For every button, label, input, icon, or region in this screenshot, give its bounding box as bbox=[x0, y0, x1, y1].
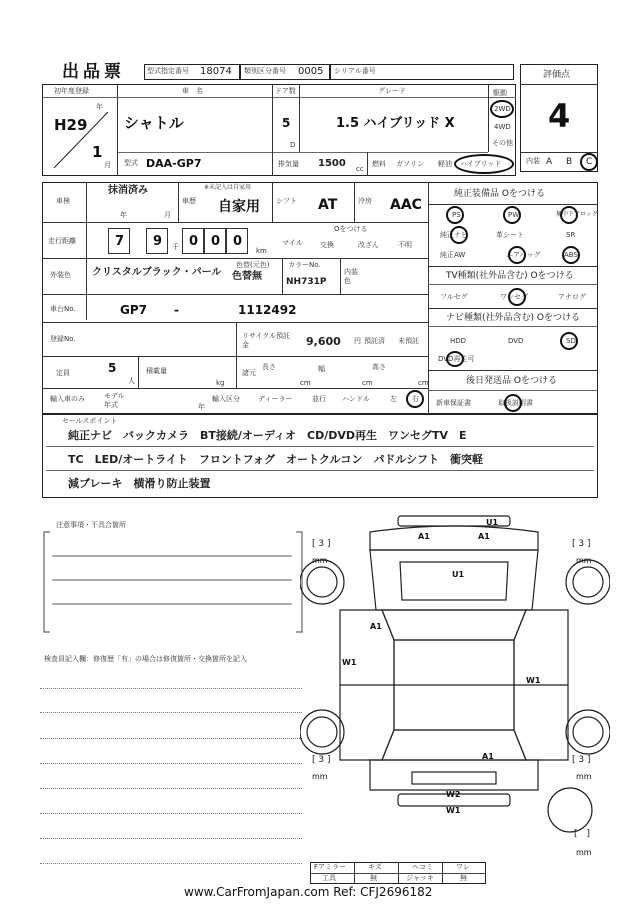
score-value: 4 bbox=[548, 97, 571, 135]
color-code-value: NH731P bbox=[286, 277, 327, 287]
displacement-label: 排気量 bbox=[278, 160, 299, 168]
inspector-label: 検査員記入欄：修復歴「有」の場合は修復箇所・交換箇所を記入 bbox=[44, 655, 247, 663]
drive-2wd-circle bbox=[490, 100, 514, 118]
sales-point-line-1: 純正ナビ バックカメラ BT接続/オーディオ CD/DVD再生 ワンセグTV E bbox=[68, 429, 467, 442]
equip-pw-circle bbox=[503, 206, 521, 224]
car-name-label: 車 名 bbox=[182, 87, 203, 95]
tread-rear-right: [ 3 ] bbox=[572, 755, 591, 765]
mileage-digit-box-3 bbox=[182, 228, 204, 254]
recycle-status-2: 未預託 bbox=[398, 337, 419, 345]
legend-header-4: ワレ bbox=[456, 863, 470, 871]
grade-label: グレード bbox=[378, 87, 406, 95]
equip-genuine-navi-circle bbox=[450, 226, 468, 244]
inspection-year-unit: 年 bbox=[120, 211, 127, 219]
docs-warranty: 新車保証書 bbox=[436, 399, 471, 407]
sales-point-line-2: TC LED/オートライト フロントフォグ オートクルコン パドルシフト 衝突軽 bbox=[68, 453, 483, 466]
chassis-prefix: GP7 bbox=[120, 303, 147, 317]
tread-rear-right-unit: mm bbox=[576, 772, 592, 781]
mileage-digit-5: 0 bbox=[233, 234, 243, 249]
tread-spare-unit: mm bbox=[576, 848, 592, 857]
score-label: 評価点 bbox=[543, 70, 571, 80]
history-label: 車歴 bbox=[182, 197, 196, 205]
navi-dvd-playback: DVD再生可 bbox=[438, 355, 475, 363]
navi-dvd: DVD bbox=[508, 337, 524, 345]
equip-central-lock: 集中ドアロック bbox=[556, 211, 598, 218]
category-label: 類別区分番号 bbox=[244, 67, 286, 75]
notes-bracket bbox=[40, 528, 310, 638]
dims-length: 長さ bbox=[262, 363, 276, 371]
equip-sr: SR bbox=[566, 231, 576, 239]
tv-title: TV種類(社外品含む) Oをつける bbox=[446, 271, 574, 281]
fuel-hybrid-circle bbox=[454, 154, 514, 174]
tread-front-right: [ 3 ] bbox=[572, 539, 591, 549]
import-right-circle bbox=[406, 390, 424, 408]
tv-oneseg: ワンセグ bbox=[500, 293, 528, 301]
damage-mark-w1-left: W1 bbox=[342, 658, 357, 667]
chassis-label: 車台No. bbox=[50, 305, 76, 313]
legend-value-4: 無 bbox=[460, 874, 467, 882]
legend-value-2: 無 bbox=[370, 874, 377, 882]
aircon-label: 冷房 bbox=[358, 197, 372, 205]
capacity-value: 5 bbox=[108, 361, 117, 375]
dims-length-unit: cm bbox=[300, 379, 311, 387]
aircon-value: AAC bbox=[390, 197, 422, 213]
damage-mark-a1-left-door: A1 bbox=[370, 622, 382, 631]
color-label: 外装色 bbox=[50, 271, 71, 279]
load-unit: kg bbox=[216, 379, 225, 387]
recycle-label: リサイクル預託金 bbox=[242, 332, 291, 349]
dims-label: 諸元 bbox=[242, 369, 256, 377]
tread-front-left-unit: mm bbox=[312, 556, 328, 565]
model-value: DAA-GP7 bbox=[146, 157, 202, 170]
mileage-option-exchange: 交換 bbox=[320, 241, 334, 249]
recycle-value: 9,600 bbox=[306, 335, 341, 348]
damage-mark-u1-hood: U1 bbox=[452, 570, 465, 579]
import-dealer: ディーラー bbox=[258, 395, 293, 403]
damage-mark-w1-right: W1 bbox=[526, 676, 541, 685]
tread-rear-left-unit: mm bbox=[312, 772, 328, 781]
registration-month-unit: 月 bbox=[104, 161, 111, 169]
car-name-value: シャトル bbox=[124, 114, 184, 132]
capacity-label: 定員 bbox=[56, 369, 70, 377]
import-handle: ハンドル bbox=[342, 395, 370, 403]
mileage-digit-box-2 bbox=[146, 228, 168, 254]
equip-genuine-aw: 純正AW bbox=[440, 251, 466, 259]
interior-grade-a: A bbox=[546, 157, 553, 167]
form-title: 出品票 bbox=[62, 62, 125, 82]
color-change-label: 色替(元色) bbox=[236, 261, 270, 269]
drive-other: その他 bbox=[492, 139, 513, 147]
registration-month: 1 bbox=[92, 143, 103, 161]
reg-no-label: 登録No. bbox=[50, 335, 76, 343]
drive-2wd: 2WD bbox=[494, 105, 511, 113]
mileage-digit-2: 9 bbox=[153, 234, 163, 249]
mileage-digit-1: 7 bbox=[115, 234, 125, 249]
equip-airbag-circle bbox=[508, 246, 526, 264]
inspection-value: 抹消済み bbox=[108, 185, 148, 196]
inspection-month-unit: 月 bbox=[164, 211, 171, 219]
equip-pw: PW bbox=[508, 211, 520, 219]
legend-header-1: Fアミラー bbox=[314, 863, 347, 871]
load-label: 積載量 bbox=[146, 367, 167, 375]
dims-height-unit: cm bbox=[418, 379, 429, 387]
category-value: 0005 bbox=[298, 66, 324, 77]
tread-front-right-unit: mm bbox=[576, 556, 592, 565]
chassis-number: 1112492 bbox=[238, 303, 297, 317]
equip-ps-circle bbox=[446, 206, 464, 224]
equip-abs: ABS bbox=[564, 251, 578, 259]
import-label: 輸入車のみ bbox=[50, 395, 85, 403]
fuel-hybrid: ハイブリッド bbox=[460, 160, 502, 168]
legend-header-2: キズ bbox=[368, 863, 382, 871]
import-year-unit: 年 bbox=[198, 403, 205, 411]
damage-mark-w1-rear: W1 bbox=[446, 806, 461, 815]
mileage-sep: 千 bbox=[172, 243, 179, 251]
docs-manual-circle bbox=[504, 394, 522, 412]
import-left: 左 bbox=[390, 395, 397, 403]
fuel-gasoline: ガソリン bbox=[396, 160, 424, 168]
docs-manual: 取扱説明書 bbox=[498, 399, 533, 407]
interior-grade-b: B bbox=[566, 157, 573, 167]
tv-analog: アナログ bbox=[558, 293, 586, 301]
damage-mark-w2: W2 bbox=[446, 790, 461, 799]
interior-grade-c-circle bbox=[580, 153, 598, 171]
displacement-value: 1500 bbox=[318, 158, 346, 169]
sales-point-line-3: 減ブレーキ 横滑り防止装置 bbox=[68, 477, 211, 490]
history-value: 自家用 bbox=[218, 199, 260, 215]
docs-title: 後日発送品 Oをつける bbox=[466, 376, 557, 386]
fuel-label: 燃料 bbox=[372, 160, 386, 168]
doors-sub: D bbox=[290, 141, 296, 149]
interior-grade-c: C bbox=[586, 157, 593, 167]
damage-mark-a1-rear: A1 bbox=[482, 752, 494, 761]
navi-sd-circle bbox=[560, 332, 578, 350]
shift-value: AT bbox=[318, 197, 338, 213]
mileage-label: 走行距離 bbox=[48, 237, 76, 245]
tread-rear-left: [ 3 ] bbox=[312, 755, 331, 765]
inspection-label: 車検 bbox=[56, 197, 70, 205]
mileage-digit-box-5 bbox=[226, 228, 248, 254]
equip-airbag: エアバッグ bbox=[506, 251, 541, 259]
model-designation-label: 型式指定番号 bbox=[147, 67, 189, 75]
mileage-unit: km bbox=[256, 247, 267, 255]
car-diagram bbox=[300, 510, 610, 850]
recycle-unit: 円 bbox=[354, 337, 361, 345]
tv-oneseg-circle bbox=[508, 288, 526, 306]
history-note: ※未記入は自家用 bbox=[204, 184, 252, 191]
import-right: 右 bbox=[412, 395, 419, 403]
legend-header-3: ヘコミ bbox=[412, 863, 433, 871]
mileage-digit-4: 0 bbox=[211, 234, 221, 249]
color-value: クリスタルブラック・パール bbox=[92, 267, 222, 278]
registration-year-unit: 年 bbox=[96, 103, 103, 111]
shift-label: シフト bbox=[276, 197, 297, 205]
import-class-label: 輸入区分 bbox=[212, 395, 240, 403]
navi-title: ナビ種類(社外品含む) Oをつける bbox=[446, 313, 580, 323]
import-parallel: 並行 bbox=[312, 395, 326, 403]
tread-front-left: [ 3 ] bbox=[312, 539, 331, 549]
chassis-dash: - bbox=[174, 303, 179, 317]
registration-label: 初年度登録 bbox=[54, 87, 89, 95]
color-code-label: カラーNo. bbox=[288, 261, 321, 269]
navi-sd: SD bbox=[566, 337, 576, 345]
registration-year: H29 bbox=[54, 116, 88, 134]
import-model-year: モデル年式 bbox=[104, 392, 125, 409]
doors-value: 5 bbox=[282, 116, 291, 130]
damage-mark-a1-front-left: A1 bbox=[418, 532, 430, 541]
color-change-value: 色替無 bbox=[232, 271, 262, 282]
sales-points-label: セールスポイント bbox=[62, 417, 118, 425]
legend-value-3: ジャッキ bbox=[406, 874, 434, 882]
interior-label: 内装 bbox=[526, 157, 540, 165]
dims-height: 高さ bbox=[372, 363, 386, 371]
fuel-diesel: 軽油 bbox=[438, 160, 452, 168]
tread-spare: [ ] bbox=[574, 829, 591, 839]
mileage-digit-3: 0 bbox=[189, 234, 199, 249]
capacity-unit: 人 bbox=[128, 377, 135, 385]
equipment-title: 純正装備品 Oをつける bbox=[454, 189, 545, 199]
serial-label: シリアル番号 bbox=[334, 67, 376, 75]
tv-fullseg: フルセグ bbox=[440, 293, 468, 301]
damage-mark-u1-bumper: U1 bbox=[486, 518, 499, 527]
navi-dvd-playback-circle bbox=[446, 351, 464, 367]
mileage-digit-box-1 bbox=[108, 228, 130, 254]
footer-reference: www.CarFromJapan.com Ref: CFJ2696182 bbox=[184, 885, 433, 899]
grade-value: 1.5 ハイブリッド X bbox=[336, 116, 455, 131]
notes-label: 注意事項・不具合箇所 bbox=[56, 521, 126, 529]
dims-width-unit: cm bbox=[362, 379, 373, 387]
mileage-digit-box-4 bbox=[204, 228, 226, 254]
mileage-mile-label: マイル bbox=[282, 239, 303, 247]
damage-mark-a1-front-right: A1 bbox=[478, 532, 490, 541]
displacement-unit: cc bbox=[356, 165, 364, 173]
navi-hdd: HDD bbox=[450, 337, 467, 345]
mileage-option-unknown: 不明 bbox=[398, 241, 412, 249]
drive-label: 駆動 bbox=[493, 89, 507, 97]
model-designation-value: 18074 bbox=[200, 66, 232, 77]
mileage-mark-note: Oをつける bbox=[334, 225, 368, 233]
model-label: 型式 bbox=[124, 159, 138, 167]
equip-central-lock-circle bbox=[560, 206, 578, 224]
dims-width: 幅 bbox=[318, 365, 325, 373]
mileage-option-tamper: 改ざん bbox=[358, 241, 379, 249]
doors-label: ドア数 bbox=[275, 87, 296, 95]
legend-value-1: 工具 bbox=[322, 874, 336, 882]
equip-genuine-navi: 純正ナビ bbox=[440, 231, 468, 239]
recycle-status: 預託済 bbox=[364, 337, 385, 345]
equip-abs-circle bbox=[562, 246, 580, 264]
drive-4wd: 4WD bbox=[494, 123, 511, 131]
equip-leather: 革シート bbox=[496, 231, 524, 239]
equip-ps: PS bbox=[452, 211, 461, 219]
interior-color-label: 内装色 bbox=[344, 268, 358, 285]
